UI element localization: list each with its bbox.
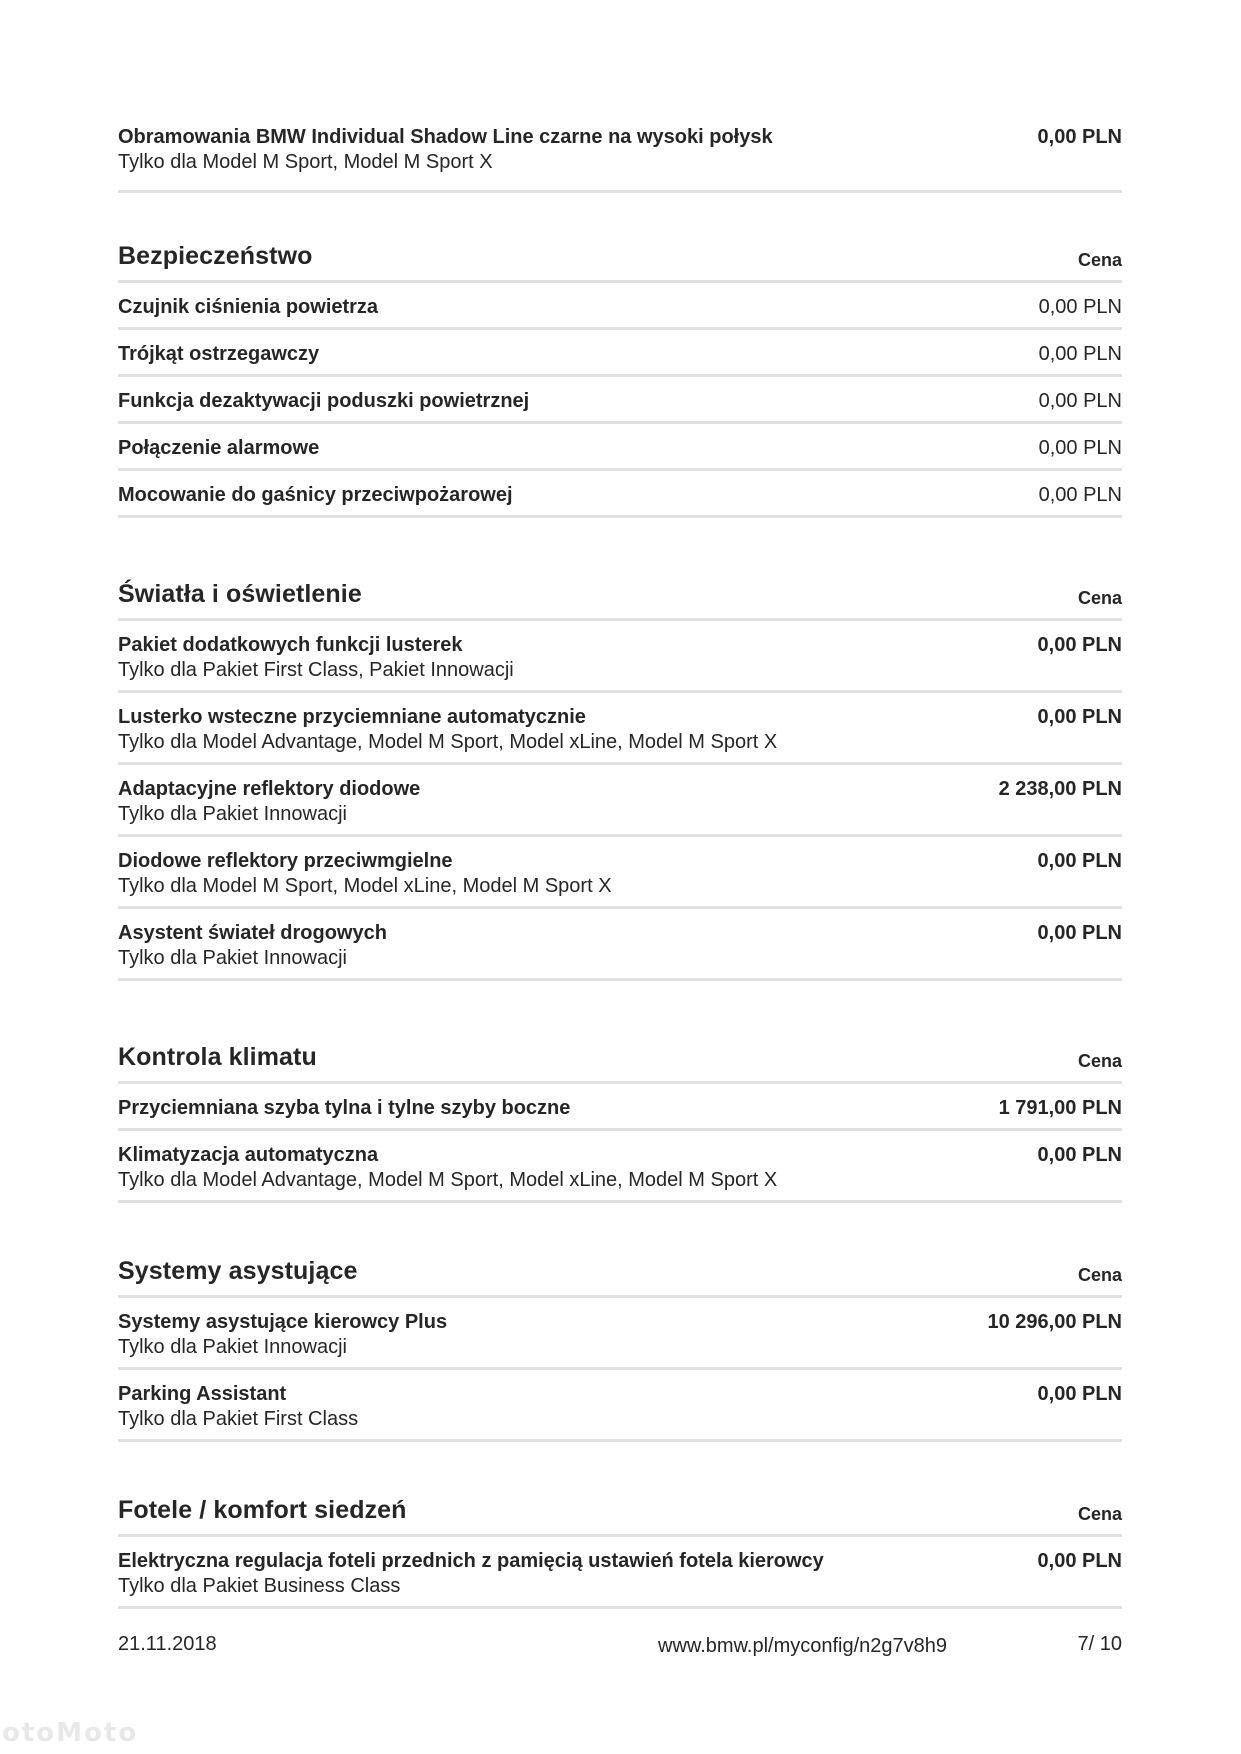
item-price: 0,00 PLN bbox=[1038, 437, 1122, 459]
item-name: Czujnik ciśnienia powietrza bbox=[118, 296, 379, 318]
list-item bbox=[118, 765, 1122, 837]
item-price: 0,00 PLN bbox=[1037, 1144, 1122, 1166]
list-item bbox=[118, 330, 1122, 377]
item-price: 2 238,00 PLN bbox=[998, 778, 1122, 800]
item-price: 0,00 PLN bbox=[1038, 484, 1122, 506]
item-price: 0,00 PLN bbox=[1037, 126, 1122, 148]
list-item bbox=[118, 377, 1122, 424]
item-price: 0,00 PLN bbox=[1037, 634, 1122, 656]
item-name: Trójkąt ostrzegawczy bbox=[118, 343, 320, 365]
section-header bbox=[118, 1257, 1122, 1295]
item-note: Tylko dla Pakiet First Class, Pakiet Innowacji bbox=[118, 659, 514, 681]
divider bbox=[118, 978, 1122, 981]
section-fotele bbox=[118, 1496, 1122, 1609]
item-name: Parking Assistant bbox=[118, 1383, 287, 1405]
item-name: Asystent świateł drogowych bbox=[118, 922, 387, 944]
list-item bbox=[118, 424, 1122, 471]
list-item bbox=[118, 837, 1122, 909]
item-price: 10 296,00 PLN bbox=[987, 1311, 1122, 1333]
list-item bbox=[118, 113, 1122, 185]
watermark-logo: otoMoto bbox=[2, 1718, 139, 1748]
item-name: Elektryczna regulacja foteli przednich z pamięcią ustawień fotela kierowcy bbox=[118, 1550, 824, 1572]
item-name: Mocowanie do gaśnicy przeciwpożarowej bbox=[118, 484, 513, 506]
section-header bbox=[118, 580, 1122, 618]
item-name: Adaptacyjne reflektory diodowe bbox=[118, 778, 421, 800]
item-note: Tylko dla Model M Sport, Model xLine, Model M Sport X bbox=[118, 875, 612, 897]
divider bbox=[118, 1439, 1122, 1442]
section-header bbox=[118, 1043, 1122, 1081]
list-item bbox=[118, 693, 1122, 765]
list-item bbox=[118, 471, 1122, 518]
item-note: Tylko dla Model Advantage, Model M Sport, Model xLine, Model M Sport X bbox=[118, 731, 778, 753]
item-price: 0,00 PLN bbox=[1037, 1383, 1122, 1405]
item-note: Tylko dla Pakiet Innowacji bbox=[118, 947, 348, 969]
section-title: Kontrola klimatu bbox=[118, 1043, 317, 1071]
page-number: 7/ 10 bbox=[1077, 1633, 1122, 1655]
item-note: Tylko dla Pakiet First Class bbox=[118, 1408, 359, 1430]
item-price: 0,00 PLN bbox=[1037, 922, 1122, 944]
item-name: Obramowania BMW Individual Shadow Line czarne na wysoki połysk bbox=[118, 126, 773, 148]
price-column-header: Cena bbox=[1077, 1265, 1122, 1285]
item-note: Tylko dla Pakiet Business Class bbox=[118, 1575, 401, 1597]
item-name: Diodowe reflektory przeciwmgielne bbox=[118, 850, 453, 872]
item-price: 1 791,00 PLN bbox=[998, 1097, 1122, 1119]
divider bbox=[118, 1200, 1122, 1203]
price-column-header: Cena bbox=[1077, 588, 1122, 608]
section-title: Fotele / komfort siedzeń bbox=[118, 1496, 407, 1524]
price-column-header: Cena bbox=[1077, 1504, 1122, 1524]
item-price: 0,00 PLN bbox=[1037, 1550, 1122, 1572]
item-price: 0,00 PLN bbox=[1037, 706, 1122, 728]
item-note: Tylko dla Model M Sport, Model M Sport X bbox=[118, 151, 493, 173]
item-note: Tylko dla Model Advantage, Model M Sport, Model xLine, Model M Sport X bbox=[118, 1169, 778, 1191]
list-item bbox=[118, 1298, 1122, 1370]
list-item bbox=[118, 909, 1122, 981]
section-swiatla bbox=[118, 580, 1122, 981]
page-footer bbox=[118, 1633, 1122, 1663]
item-name: Przyciemniana szyba tylna i tylne szyby boczne bbox=[118, 1097, 571, 1119]
section-systemy-asystujace bbox=[118, 1257, 1122, 1442]
section-title: Światła i oświetlenie bbox=[118, 580, 362, 608]
list-item bbox=[118, 283, 1122, 330]
list-item bbox=[118, 1084, 1122, 1131]
item-name: Lusterko wsteczne przyciemniane automatycznie bbox=[118, 706, 586, 728]
section-bezpieczenstwo bbox=[118, 242, 1122, 518]
footer-date: 21.11.2018 bbox=[118, 1633, 217, 1655]
list-item bbox=[118, 1537, 1122, 1609]
item-price: 0,00 PLN bbox=[1037, 850, 1122, 872]
divider bbox=[118, 190, 1122, 193]
section-title: Systemy asystujące bbox=[118, 1257, 358, 1285]
item-note: Tylko dla Pakiet Innowacji bbox=[118, 803, 348, 825]
footer-url[interactable]: www.bmw.pl/myconfig/n2g7v8h9 bbox=[658, 1635, 948, 1657]
divider bbox=[118, 1606, 1122, 1609]
section-header bbox=[118, 1496, 1122, 1534]
item-name: Funkcja dezaktywacji poduszki powietrznej bbox=[118, 390, 530, 412]
section-title: Bezpieczeństwo bbox=[118, 242, 313, 270]
section-header bbox=[118, 242, 1122, 280]
price-column-header: Cena bbox=[1077, 250, 1122, 270]
item-price: 0,00 PLN bbox=[1038, 296, 1122, 318]
item-name: Połączenie alarmowe bbox=[118, 437, 320, 459]
divider bbox=[118, 515, 1122, 518]
list-item bbox=[118, 621, 1122, 693]
price-column-header: Cena bbox=[1077, 1051, 1122, 1071]
item-price: 0,00 PLN bbox=[1038, 390, 1122, 412]
item-note: Tylko dla Pakiet Innowacji bbox=[118, 1336, 348, 1358]
item-name: Klimatyzacja automatyczna bbox=[118, 1144, 379, 1166]
list-item bbox=[118, 1370, 1122, 1442]
item-price: 0,00 PLN bbox=[1038, 343, 1122, 365]
item-name: Systemy asystujące kierowcy Plus bbox=[118, 1311, 448, 1333]
list-item bbox=[118, 1131, 1122, 1203]
item-name: Pakiet dodatkowych funkcji lusterek bbox=[118, 634, 463, 656]
section-kontrola-klimatu bbox=[118, 1043, 1122, 1203]
